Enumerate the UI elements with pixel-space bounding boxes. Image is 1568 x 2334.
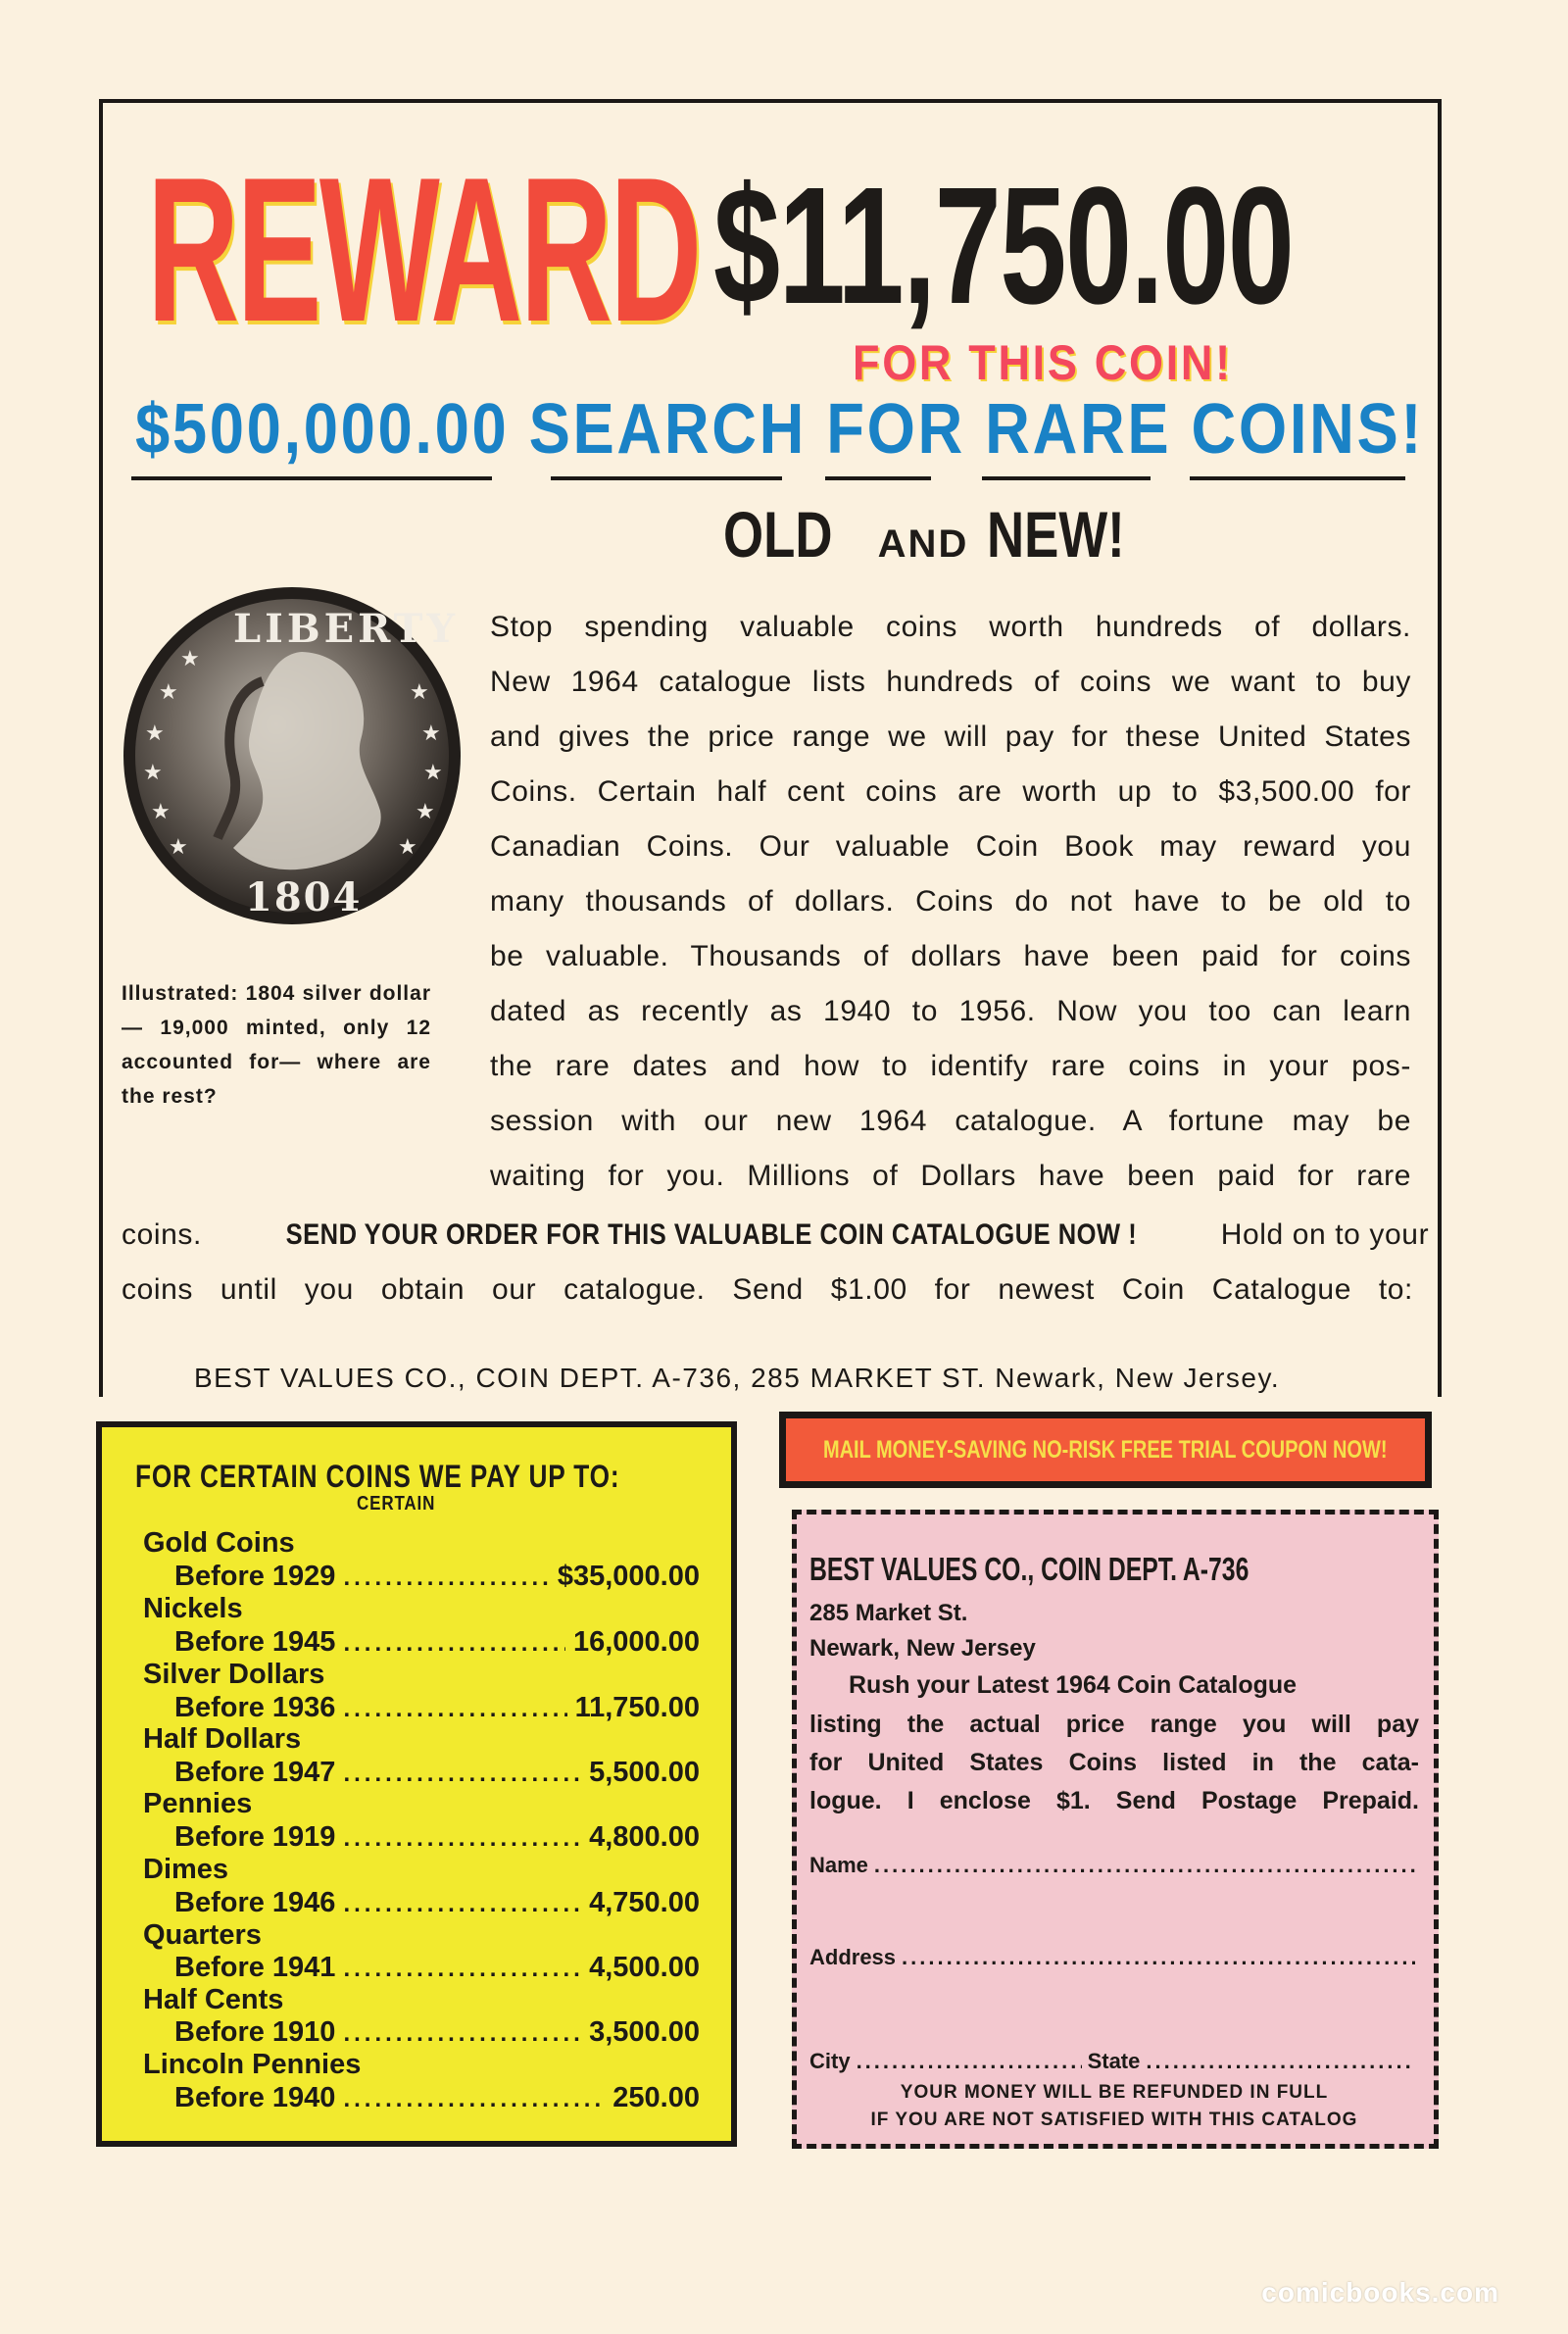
body-line: Coins. Certain half cent coins are worth up to $3,500.00 for — [490, 775, 1411, 808]
for-this-coin: FOR THIS COIN! — [853, 335, 1233, 390]
price-category: Half Dollars — [143, 1723, 302, 1755]
underline — [551, 476, 782, 480]
body-line: dated as recently as 1940 to 1956. Now you too can learn — [490, 995, 1411, 1027]
order-cta: SEND YOUR ORDER FOR THIS VALUABLE COIN CATALOGUE NOW ! — [285, 1218, 1138, 1251]
leader-dots — [343, 1693, 566, 1725]
price-before: Before 1910 — [174, 2016, 336, 2048]
reward-amount: $11,750.00 — [713, 153, 1294, 339]
price-category: Nickels — [143, 1593, 243, 1624]
price-row — [174, 1887, 700, 1919]
price-category: Pennies — [143, 1788, 253, 1819]
price-category: Quarters — [143, 1919, 262, 1951]
svg-text:★: ★ — [180, 647, 200, 671]
price-before: Before 1945 — [174, 1626, 336, 1658]
price-category: Dimes — [143, 1854, 229, 1885]
price-row — [174, 1952, 700, 1984]
price-amount: 250.00 — [612, 2082, 700, 2113]
coupon-text-line: Rush your Latest 1964 Coin Catalogue — [849, 1671, 1298, 1699]
price-category: Gold Coins — [143, 1527, 295, 1559]
coin-caption: Illustrated: 1804 silver dollar — 19,000 minted, only 12 accounted for— where are the rest? — [122, 982, 431, 1108]
name-label: Name — [809, 1853, 868, 1877]
old-word: OLD — [723, 498, 833, 571]
leader-dots — [343, 1758, 581, 1790]
price-amount: 5,500.00 — [589, 1757, 700, 1788]
body-line: Canadian Coins. Our valuable Coin Book may reward you — [490, 830, 1411, 863]
coin-year: 1804 — [245, 874, 363, 920]
body-line: many thousands of dollars. Coins do not have to be old to — [490, 885, 1411, 918]
coupon-company-line — [809, 1551, 1419, 1590]
body-line: Stop spending valuable coins worth hundreds of dollars. — [490, 611, 1411, 643]
svg-text:★: ★ — [151, 800, 171, 824]
coupon-banner-fill — [786, 1418, 1425, 1481]
price-row — [174, 1626, 700, 1659]
price-row — [174, 1561, 700, 1593]
body-line: session with our new 1964 catalogue. A fortune may be — [490, 1105, 1411, 1137]
price-row — [174, 2082, 700, 2114]
city-state-field[interactable] — [809, 2049, 1415, 2080]
price-table-subheading: CERTAIN — [357, 1493, 436, 1515]
price-category: Silver Dollars — [143, 1659, 325, 1690]
body-line: be valuable. Thousands of dollars have been paid for coins — [490, 940, 1411, 972]
reward-word: REWARD — [147, 134, 700, 365]
refund-notice: IF YOU ARE NOT SATISFIED WITH THIS CATALOG — [870, 2110, 1358, 2130]
old-and-new-heading — [723, 495, 1213, 573]
price-amount: 4,750.00 — [589, 1887, 700, 1918]
leader-dots — [343, 1822, 581, 1855]
coupon-banner — [779, 1412, 1432, 1488]
price-before: Before 1940 — [174, 2082, 336, 2113]
price-before: Before 1919 — [174, 1821, 336, 1853]
svg-text:★: ★ — [169, 835, 188, 860]
name-field[interactable] — [809, 1853, 1415, 1884]
price-before: Before 1936 — [174, 1692, 336, 1723]
name-fill-line[interactable] — [874, 1853, 1415, 1878]
price-row — [174, 1757, 700, 1789]
underline — [982, 476, 1151, 480]
silver-dollar-coin-image — [116, 583, 468, 928]
svg-text:★: ★ — [143, 761, 163, 785]
leader-dots — [343, 1888, 581, 1920]
address-fill-line[interactable] — [902, 1945, 1415, 1970]
price-amount: 4,800.00 — [589, 1821, 700, 1853]
price-row — [174, 2016, 700, 2049]
coupon-company: BEST VALUES CO., COIN DEPT. A-736 — [809, 1551, 1250, 1587]
price-before: Before 1941 — [174, 1952, 336, 1983]
body-line: the rare dates and how to identify rare coins in your pos- — [490, 1050, 1411, 1082]
order-line-pre: coins. — [122, 1218, 202, 1251]
svg-text:★: ★ — [416, 800, 435, 824]
svg-text:★: ★ — [145, 721, 165, 746]
price-amount: 3,500.00 — [589, 2016, 700, 2048]
search-headline: $500,000.00 SEARCH FOR RARE COINS! — [135, 390, 1425, 469]
underline — [1190, 476, 1405, 480]
refund-notice: YOUR MONEY WILL BE REFUNDED IN FULL — [900, 2082, 1329, 2103]
price-table-heading: FOR CERTAIN COINS WE PAY UP TO: — [135, 1459, 620, 1494]
city-label: City — [809, 2049, 851, 2073]
state-label: State — [1087, 2049, 1141, 2073]
svg-text:★: ★ — [423, 761, 443, 785]
company-address: BEST VALUES CO., COIN DEPT. A-736, 285 MARKET ST. Newark, New Jersey. — [194, 1363, 1281, 1393]
order-line — [122, 1208, 1430, 1263]
svg-text:★: ★ — [159, 680, 178, 705]
coupon-text-line: listing the actual price range you will pay — [809, 1711, 1419, 1738]
price-amount: 11,750.00 — [574, 1692, 700, 1723]
price-category: Lincoln Pennies — [143, 2049, 362, 2080]
coupon-text-line: for United States Coins listed in the cata- — [809, 1749, 1419, 1776]
coupon-banner-text: MAIL MONEY-SAVING NO-RISK FREE TRIAL COUPON NOW! — [823, 1435, 1388, 1464]
underline — [131, 476, 492, 480]
price-row — [174, 1821, 700, 1854]
body-line: and gives the price range we will pay for these United States — [490, 720, 1411, 753]
city-fill-line[interactable] — [857, 2049, 1082, 2074]
coupon-city: Newark, New Jersey — [809, 1635, 1036, 1662]
body-line: waiting for you. Millions of Dollars have been paid for rare — [490, 1160, 1411, 1192]
svg-text:★: ★ — [398, 835, 417, 860]
price-row — [174, 1692, 700, 1724]
new-word: NEW! — [986, 498, 1125, 571]
price-category: Half Cents — [143, 1984, 284, 2015]
coupon-text-line: logue. I enclose $1. Send Postage Prepaid. — [809, 1787, 1419, 1814]
coin-legend: LIBERTY — [233, 606, 459, 652]
address-field[interactable] — [809, 1945, 1415, 1976]
body-line: New 1964 catalogue lists hundreds of coins we want to buy — [490, 666, 1411, 698]
svg-text:★: ★ — [421, 721, 441, 746]
price-before: Before 1947 — [174, 1757, 336, 1788]
underline — [825, 476, 931, 480]
price-before: Before 1946 — [174, 1887, 336, 1918]
price-before: Before 1929 — [174, 1561, 336, 1592]
price-amount: 4,500.00 — [589, 1952, 700, 1983]
address-label: Address — [809, 1945, 897, 1969]
site-watermark: comicbooks.com — [1261, 2277, 1499, 2308]
body-line: coins until you obtain our catalogue. Send $1.00 for newest Coin Catalogue to: — [122, 1273, 1413, 1306]
svg-text:★: ★ — [410, 680, 429, 705]
and-word: AND — [877, 522, 969, 566]
leader-dots — [343, 1953, 581, 1985]
price-amount: 16,000.00 — [572, 1626, 700, 1658]
price-amount: $35,000.00 — [557, 1561, 700, 1592]
leader-dots — [343, 1562, 549, 1594]
leader-dots — [343, 2017, 581, 2050]
order-line-post: Hold on to your — [1220, 1218, 1430, 1251]
leader-dots — [343, 1627, 565, 1660]
state-fill-line[interactable] — [1146, 2049, 1415, 2074]
leader-dots — [343, 2083, 605, 2115]
coupon-street: 285 Market St. — [809, 1600, 968, 1626]
